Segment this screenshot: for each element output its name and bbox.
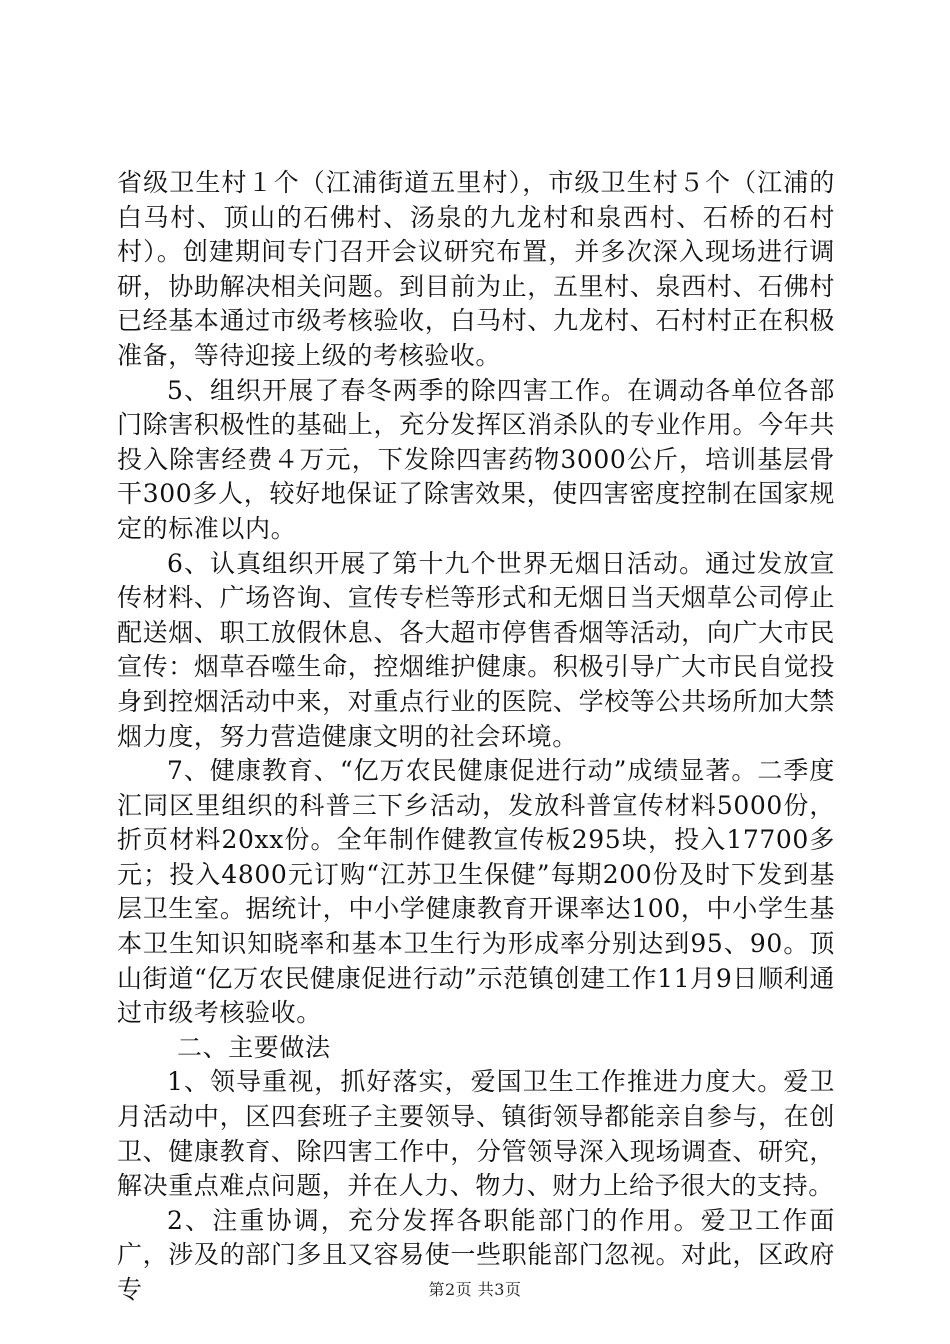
paragraph-coordination: 2、注重协调，充分发挥各职能部门的作用。爱卫工作面广，涉及的部门多且又容易使一些职能部门忽视。对此，区政府专 <box>117 1205 835 1304</box>
paragraph-no-tobacco-day: 6、认真组织开展了第十九个世界无烟日活动。通过发放宣传材料、广场咨询、宣传专栏等形式和无烟日当天烟草公司停止配送烟、职工放假休息、各大超市停售香烟等活动，向广大市民宣传：烟草吞噬生命，控烟维护健康。积极引导广大市民自觉投身到控烟活动中来，对重点行业的医院、学校等公共场所加大禁烟力度，努力营造健康文明的社会环境。 <box>117 548 835 751</box>
section-heading-main-methods: 二、主要做法 <box>177 1032 331 1062</box>
paragraph-health-education: 7、健康教育、“亿万农民健康促进行动”成绩显著。二季度汇同区里组织的科普三下乡活动，发放科普宣传材料5000份，折页材料20xx份。全年制作健教宣传板295块，投入17700多元；投入4800元订购“江苏卫生保健”每期200份及时下发到基层卫生室。据统计，中小学健康教育开课率达100，中小学生基本卫生知识知晓率和基本卫生行为形成率分别达到95、90。顶山街道“亿万农民健康促进行动”示范镇创建工作11月9日顺利通过市级考核验收。 <box>117 756 835 1028</box>
paragraph-leadership: 1、领导重视，抓好落实，爱国卫生工作推进力度大。爱卫月活动中，区四套班子主要领导、镇街领导都能亲自参与，在创卫、健康教育、除四害工作中，分管领导深入现场调查、研究，解决重点难点问题，并在人力、物力、财力上给予很大的支持。 <box>117 1067 835 1201</box>
paragraph-pest-control: 5、组织开展了春冬两季的除四害工作。在调动各单位各部门除害积极性的基础上，充分发挥区消杀队的专业作用。今年共投入除害经费４万元，下发除四害药物3000公斤，培训基层骨干300多人，较好地保证了除害效果，使四害密度控制在国家规定的标准以内。 <box>117 375 835 543</box>
document-body <box>117 166 835 1308</box>
paragraph-rural-sanitation: 省级卫生村１个（江浦街道五里村），市级卫生村５个（江浦的白马村、顶山的石佛村、汤泉的九龙村和泉西村、石桥的石村村）。创建期间专门召开会议研究布置，并多次深入现场进行调研，协助解决相关问题。到目前为止，五里村、泉西村、石佛村已经基本通过市级考核验收，白马村、九龙村、石村村正在积极准备，等待迎接上级的考核验收。 <box>117 168 835 370</box>
page-number-footer: 第2页 共3页 <box>428 1280 522 1299</box>
